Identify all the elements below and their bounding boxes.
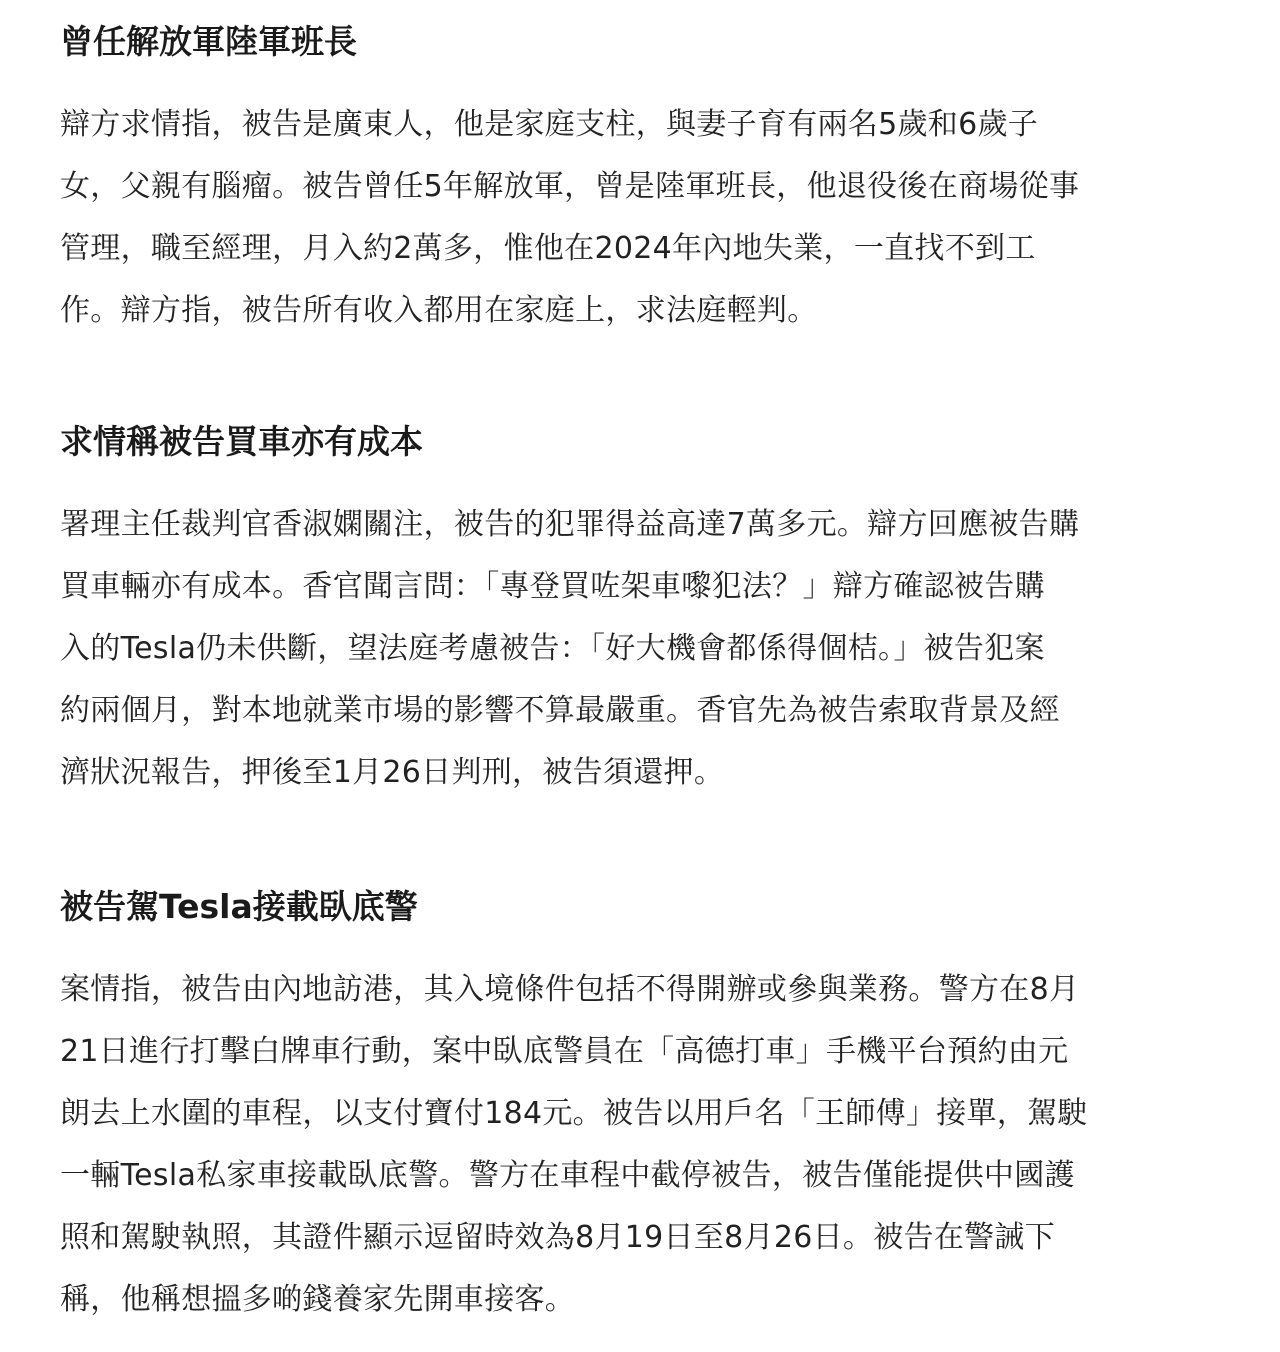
paragraph-line: 買車輛亦有成本。香官聞言問：「專登買咗架車嚟犯法？」辯方確認被告購	[60, 569, 1045, 604]
paragraph-case-facts	[60, 959, 1240, 1331]
paragraph-line: 照和駕駛執照，其證件顯示逗留時效為8月19日至8月26日。被告在警誡下	[60, 1220, 1056, 1255]
paragraph-line: 濟狀況報告，押後至1月26日判刑，被告須還押。	[60, 755, 725, 790]
paragraph-line: 21日進行打擊白牌車行動，案中臥底警員在「高德打車」手機平台預約由元	[60, 1034, 1069, 1069]
section-heading-undercover-police: 被告駕Tesla接載臥底警	[60, 887, 418, 926]
paragraph-line: 作。辯方指，被告所有收入都用在家庭上，求法庭輕判。	[60, 293, 818, 328]
section-heading-car-cost: 求情稱被告買車亦有成本	[60, 422, 423, 461]
paragraph-line: 朗去上水圍的車程，以支付寶付184元。被告以用戶名「王師傅」接單，駕駛	[60, 1096, 1088, 1131]
paragraph-line: 一輛Tesla私家車接載臥底警。警方在車程中截停被告，被告僅能提供中國護	[60, 1158, 1075, 1193]
paragraph-line: 女，父親有腦瘤。被告曾任5年解放軍，曾是陸軍班長，他退役後在商場從事	[60, 169, 1080, 204]
section-heading-pla-background: 曾任解放軍陸軍班長	[60, 22, 357, 61]
paragraph-mitigation	[60, 94, 1240, 342]
paragraph-magistrate-remarks	[60, 494, 1240, 804]
paragraph-line: 約兩個月，對本地就業市場的影響不算最嚴重。香官先為被告索取背景及經	[60, 693, 1060, 728]
paragraph-line: 署理主任裁判官香淑嫻關注，被告的犯罪得益高達7萬多元。辯方回應被告購	[60, 507, 1080, 542]
paragraph-line: 管理，職至經理，月入約2萬多，惟他在2024年內地失業，一直找不到工	[60, 231, 1036, 266]
paragraph-line: 入的Tesla仍未供斷，望法庭考慮被告：「好大機會都係得個桔。」被告犯案	[60, 631, 1045, 666]
paragraph-line: 案情指，被告由內地訪港，其入境條件包括不得開辦或參與業務。警方在8月	[60, 972, 1080, 1007]
paragraph-line: 辯方求情指，被告是廣東人，他是家庭支柱，與妻子育有兩名5歲和6歲子	[60, 107, 1039, 142]
paragraph-line: 稱，他稱想搵多啲錢養家先開車接客。	[60, 1282, 576, 1317]
